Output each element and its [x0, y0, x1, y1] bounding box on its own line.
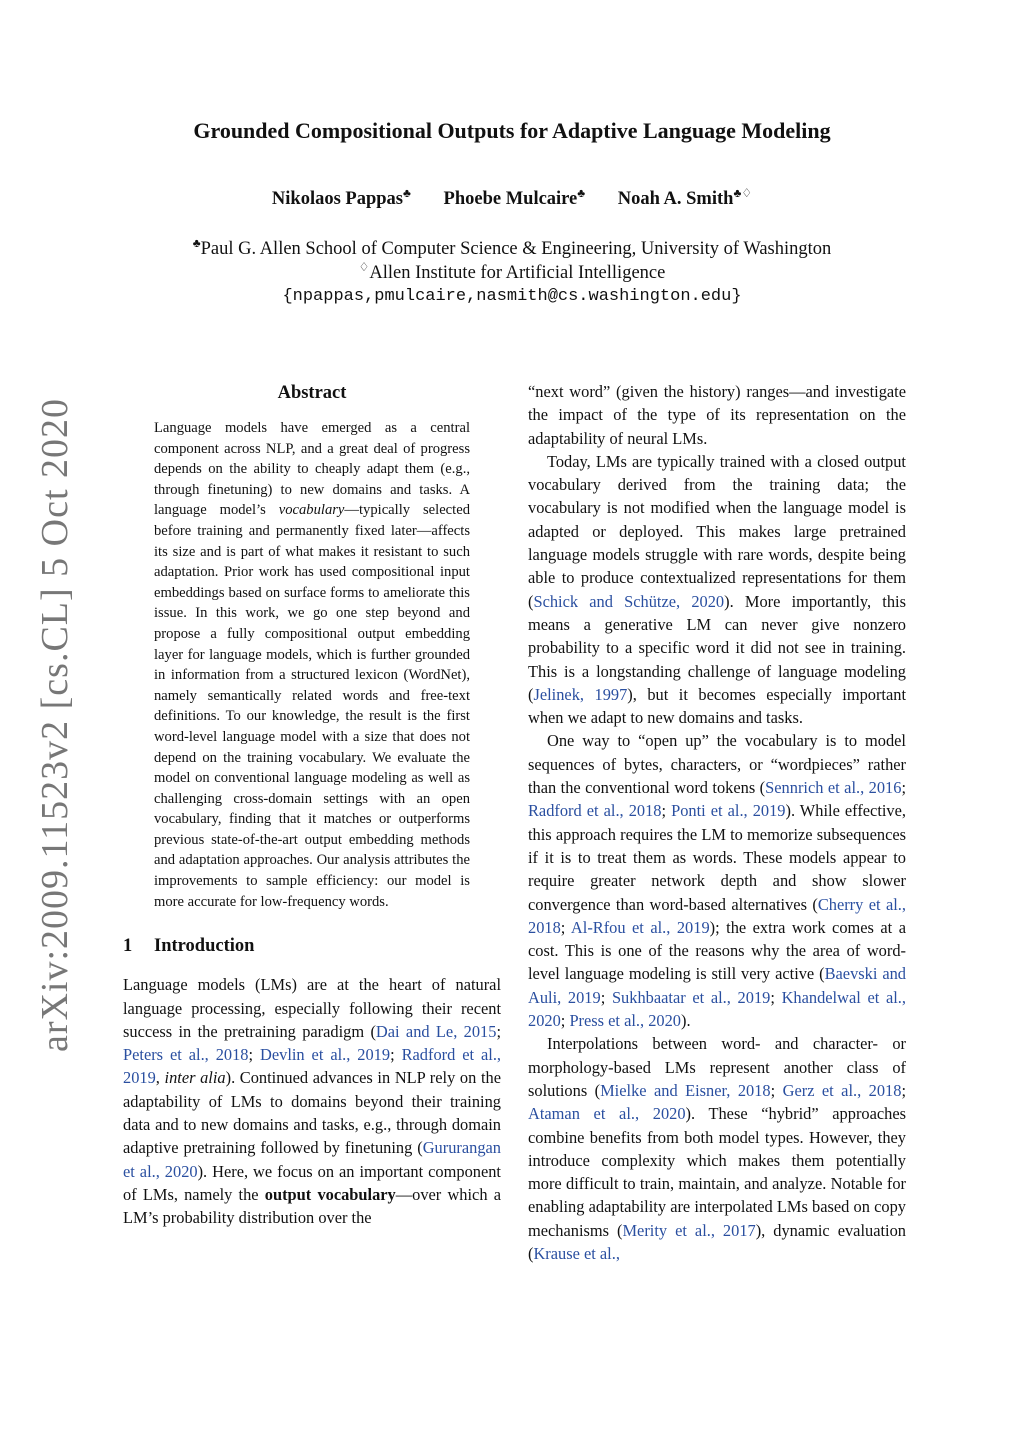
citation-link[interactable]: Devlin et al., 2019 [260, 1045, 391, 1065]
affiliation-ai2: ♢Allen Institute for Artificial Intelligence [358, 260, 666, 284]
citation-link[interactable]: Dai and Le, 2015 [375, 1021, 497, 1041]
right-column [528, 380, 906, 1265]
citation-link[interactable]: Al-Rfou et al., 2019 [570, 917, 710, 937]
citation-link[interactable]: Mielke and Eisner, 2018 [600, 1080, 771, 1100]
author: Phoebe Mulcaire♣ [443, 186, 586, 210]
citation-link[interactable]: Baevski and Auli, 2019 [528, 964, 906, 1007]
citation-link[interactable]: Ponti et al., 2019 [671, 801, 786, 821]
citation-link[interactable]: Radford et al., 2019 [123, 1045, 502, 1088]
citation-link[interactable]: Sennrich et al., 2016 [765, 778, 902, 798]
citation-link[interactable]: Peters et al., 2018 [123, 1045, 249, 1065]
citation-link[interactable]: Cherry et al., 2018 [528, 894, 906, 937]
left-column [123, 380, 501, 1230]
citation-link[interactable]: Gerz et al., 2018 [782, 1080, 902, 1100]
affiliation-uw: ♣Paul G. Allen School of Computer Science & Engineering, University of Washington [192, 236, 832, 260]
citation-link[interactable]: Press et al., 2020 [569, 1011, 681, 1031]
abstract-text: Language models have emerged as a central component across NLP, and a great deal of progress depends on the ability to cheaply adapt them (e.g., through finetuning) to new domains and tasks. A language model’s vocabulary—typically selected before training and permanently fixed later—affects its size and is part of what makes it resistant to such adaptation. Prior work has used compositional input embeddings based on surface forms to ameliorate this issue. In this work, we go one step beyond and propose a fully compositional output embedding layer for language models, which is further grounded in information from a structured lexicon (WordNet), namely semantically related words and free-text definitions. To our knowledge, the result is the first word-level language model with a size that does not depend on the training vocabulary. We evaluate the model on conventional language modeling as well as challenging cross-domain settings with an open vocabulary, finding that it matches or outperforms previous state-of-the-art output embedding methods and adaptation approaches. Our analysis attributes the improvements to sample efficiency: our model is more accurate for low-frequency words. [154, 420, 470, 910]
citation-link[interactable]: Merity et al., 2017 [622, 1220, 756, 1240]
body-paragraph: “next word” (given the history) ranges—and investigate the impact of the type of its representation on the adaptability of neural LMs. [528, 382, 906, 448]
author: Nikolaos Pappas♣ [271, 186, 411, 210]
body-paragraph: Today, LMs are typically trained with a closed output vocabulary derived from the training data; the vocabulary is not modified when the language model is adapted or deployed. This makes large pretrained language models struggle with rare words, despite being able to produce contextualized representations for them (Schick and Schütze, 2020). More importantly, this means a generative LM can never give nonzero probability to a specific word it did not see in training. This is a longstanding challenge of language modeling (Jelinek, 1997), but it becomes especially important when we adapt to new domains and tasks. [528, 451, 906, 728]
paper-title: Grounded Compositional Outputs for Adaptive Language Modeling [193, 118, 831, 143]
citation-link[interactable]: Khandelwal et al., 2020 [528, 987, 906, 1031]
citation-link[interactable]: Krause et al., [533, 1243, 620, 1263]
author-list [0, 186, 1024, 210]
body-paragraph: Interpolations between word- and character- or morphology-based LMs represent another class of solutions (Mielke and Eisner, 2018; Gerz et al., 2018; Ataman et al., 2020). These “hybrid” approaches combine benefits from both model types. However, they introduce complexity which makes them potentially more difficult to train, maintain, and analyze. Notable for enabling adaptability are interpolated LMs based on copy mechanisms (Merity et al., 2017), dynamic evaluation (Krause et al., [528, 1034, 906, 1263]
arxiv-identifier: arXiv:2009.11523v2 [cs.CL] 5 Oct 2020 [34, 397, 76, 1053]
citation-link[interactable]: Gururangan et al., 2020 [123, 1138, 501, 1181]
abstract-heading: Abstract [277, 383, 347, 403]
citation-link[interactable]: Radford et al., 2018 [528, 801, 662, 821]
citation-link[interactable]: Sukhbaatar et al., 2019 [611, 987, 771, 1007]
section-heading: 1 Introduction [123, 936, 255, 957]
intro-paragraph: Language models (LMs) are at the heart of natural language processing, especially following their recent success in the pretraining paradigm (Dai and Le, 2015; Peters et al., 2018; Devlin et al., 2019; Radford et al., 2019, inter alia). Continued advances in NLP rely on the adaptability of LMs to domains beyond their training data and to new domains and tasks, e.g., through domain adaptive pretraining followed by finetuning (Gururangan et al., 2020). Here, we focus on an important component of LMs, namely the output vocabulary—over which a LM’s probability distribution over the [123, 975, 502, 1228]
author: Noah A. Smith♣♢ [617, 186, 753, 210]
citation-link[interactable]: Ataman et al., 2020 [528, 1104, 686, 1124]
citation-link[interactable]: Jelinek, 1997 [533, 684, 628, 704]
citation-link[interactable]: Schick and Schütze, 2020 [533, 591, 725, 611]
author-emails: {npappas,pmulcaire,nasmith@cs.washington.edu} [282, 287, 742, 306]
body-paragraph: One way to “open up” the vocabulary is to model sequences of bytes, characters, or “wordpieces” rather than the conventional word tokens (Sennrich et al., 2016; Radford et al., 2018; Ponti et al., 2019). While effective, this approach requires the LM to memorize subsequences if it is to treat them as words. These models appear to require greater network depth and show slower convergence than word-based alternatives (Cherry et al., 2018; Al-Rfou et al., 2019); the extra work comes at a cost. This is one of the reasons why the area of word-level language modeling is still very active (Baevski and Auli, 2019; Sukhbaatar et al., 2019; Khandelwal et al., 2020; Press et al., 2020). [528, 731, 907, 1031]
